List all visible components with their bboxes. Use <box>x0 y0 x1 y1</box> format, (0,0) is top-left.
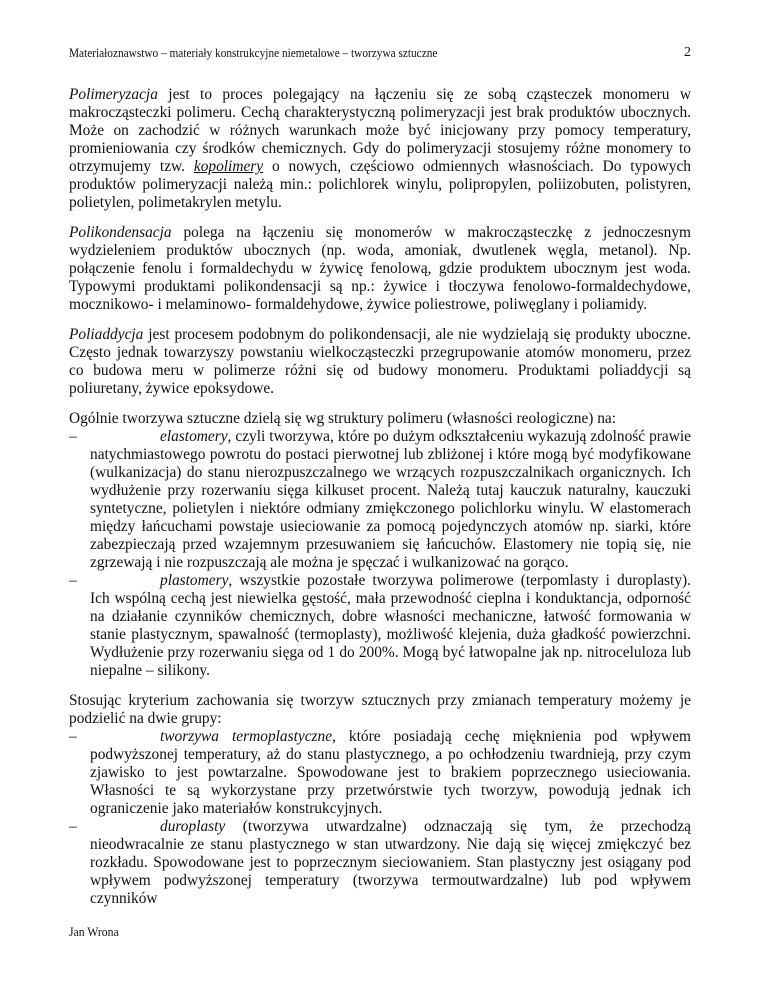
list-item-text <box>90 572 691 680</box>
text-segment: Stosując kryterium zachowania się tworzyw sztucznych przy zmianach temperatury możemy je podzielić na dwie grupy: <box>69 692 691 727</box>
list-item <box>69 428 691 572</box>
footer-spacer <box>69 908 691 924</box>
document-body <box>69 86 691 908</box>
text-segment: jest to proces polegający na łączeniu się ze sobą cząsteczek monomeru w makrocząsteczki polimeru. Cechą charakterystyczną polimeryzacji jest brak produktów ubocznych. Może on zachodzić w różnych warunkach może być inicjowany przy pomocy temperatury, promieniowania czy środków chemicznych. Gdy do polimeryzacji stosujemy różne monomery to otrzymujemy tzw. <box>69 86 691 175</box>
list-item-text <box>90 428 691 572</box>
page <box>69 0 691 986</box>
paragraph <box>69 86 691 212</box>
footer-author: Jan Wrona <box>69 924 119 939</box>
page-footer <box>69 924 691 986</box>
page-number: 2 <box>684 45 691 60</box>
text-segment: jest procesem podobnym do polikondensacji, ale nie wydzielają się produkty uboczne. Często jednak towarzyszy powstaniu wielkocząsteczki przegrupowanie atomów monomeru, przez co budowa meru w polimerze różni się od budowy monomeru. Produktami poliaddycji są poliuretany, żywice epoksydowe. <box>69 326 691 397</box>
list-dash: – <box>69 428 77 445</box>
list-dash: – <box>69 728 77 745</box>
paragraph <box>69 326 691 398</box>
list-item-text <box>90 728 691 818</box>
page-header <box>69 45 691 61</box>
emphasized-term: plastomery <box>160 572 229 589</box>
list-dash: – <box>69 818 77 835</box>
list-item <box>69 572 691 680</box>
paragraph <box>69 224 691 314</box>
emphasized-term: Polimeryzacja <box>69 86 158 103</box>
paragraph <box>69 410 691 428</box>
emphasized-term: kopolimery <box>193 158 264 175</box>
list-item <box>69 728 691 818</box>
list-item <box>69 818 691 908</box>
emphasized-term: tworzywa termoplastyczne <box>160 728 333 745</box>
text-segment: o nowych, częściowo odmiennych własnościach. Do typowych produktów polimeryzacji należą min.: polichlorek winylu, polipropylen, poliizobuten, polistyren, polietylen, polimetakrylen metylu. <box>69 158 691 211</box>
emphasized-term: duroplasty <box>160 818 226 835</box>
text-segment: polega na łączeniu się monomerów w makrocząsteczkę z jednoczesnym wydzieleniem produktów ubocznych (np. woda, amoniak, dwutlenek węgla, metanol). Np. połączenie fenolu i formaldechydu w żywicę fenolową, gdzie produktem ubocznym jest woda. Typowymi produktami polikondensacji są np.: żywice i tłoczywa fenolowo-formaldechydowe, mocznikowo- i melaminowo- formaldehydowe, żywice poliestrowe, poliwęglany i poliamidy. <box>69 224 691 313</box>
text-segment: Ogólnie tworzywa sztuczne dzielą się wg struktury polimeru (własności reologiczne) na: <box>69 410 617 427</box>
text-segment: , wszystkie pozostałe tworzywa polimerowe (terpomlasty i duroplasty). Ich wspólną cechą jest niewielka gęstość, mała przewodność cieplna i konduktancja, odporność na działanie czynników chemicznych, dobre własności mechaniczne, łatwość formowania w stanie plastycznym, spawalność (termoplasty), możliwość klejenia, duża gładkość powierzchni. Wydłużenie przy rozerwaniu sięga od 1 do 200%. Mogą być łatwopalne jak np. nitroceluloza lub niepalne – silikony. <box>90 572 691 679</box>
emphasized-term: Polikondensacja <box>69 224 172 241</box>
text-segment: , które posiadają cechę mięknienia pod wpływem podwyższonej temperatury, aż do stanu plastycznego, a po ochłodzeniu twardnieją, przy czym zjawisko to jest powtarzalne. Spowodowane jest to brakiem poprzecznego usieciowania. Własności te są wykorzystane przy przetwórstwie tych tworzyw, powodują jednak ich ograniczenie jako materiałów konstrukcyjnych. <box>90 728 691 817</box>
list-item-text <box>90 818 691 908</box>
emphasized-term: Poliaddycja <box>69 326 144 343</box>
paragraph <box>69 692 691 728</box>
list-dash: – <box>69 572 77 589</box>
text-segment: , czyli tworzywa, które po dużym odkształceniu wykazują zdolność prawie natychmiastowego powrotu do postaci pierwotnej lub zbliżonej i które mogą być modyfikowane (wulkanizacja) do stanu nierozpuszczalnego we wrzących rozpuszczalnikach organicznych. Ich wydłużenie przy rozerwaniu sięga kilkuset procent. Należą tutaj kauczuk naturalny, kauczuki syntetyczne, polietylen i niektóre odmiany zmiękczonego polichlorku winylu. W elastomerach między łańcuchami powstaje usieciowanie za pomocą pojedynczych atomów np. siarki, które zabezpieczają przed wzajemnym przesuwaniem się łańcuchów. Elastomery nie topią się, nie zgrzewają i nie rozpuszczają ale można je spęczać i wulkanizować na gorąco. <box>90 428 691 571</box>
text-segment: (tworzywa utwardzalne) odznaczają się tym, że przechodzą nieodwracalnie ze stanu plastycznego w stan utwardzony. Nie dają się więcej zmiękczyć bez rozkładu. Spowodowane jest to poprzecznym sieciowaniem. Stan plastyczny jest osiągany pod wpływem podwyższonej temperatury (tworzywa termoutwardzalne) lub pod wpływem czynników <box>90 818 691 907</box>
header-title: Materiałoznawstwo – materiały konstrukcyjne niemetalowe – tworzywa sztuczne <box>69 45 438 60</box>
emphasized-term: elastomery <box>160 428 228 445</box>
